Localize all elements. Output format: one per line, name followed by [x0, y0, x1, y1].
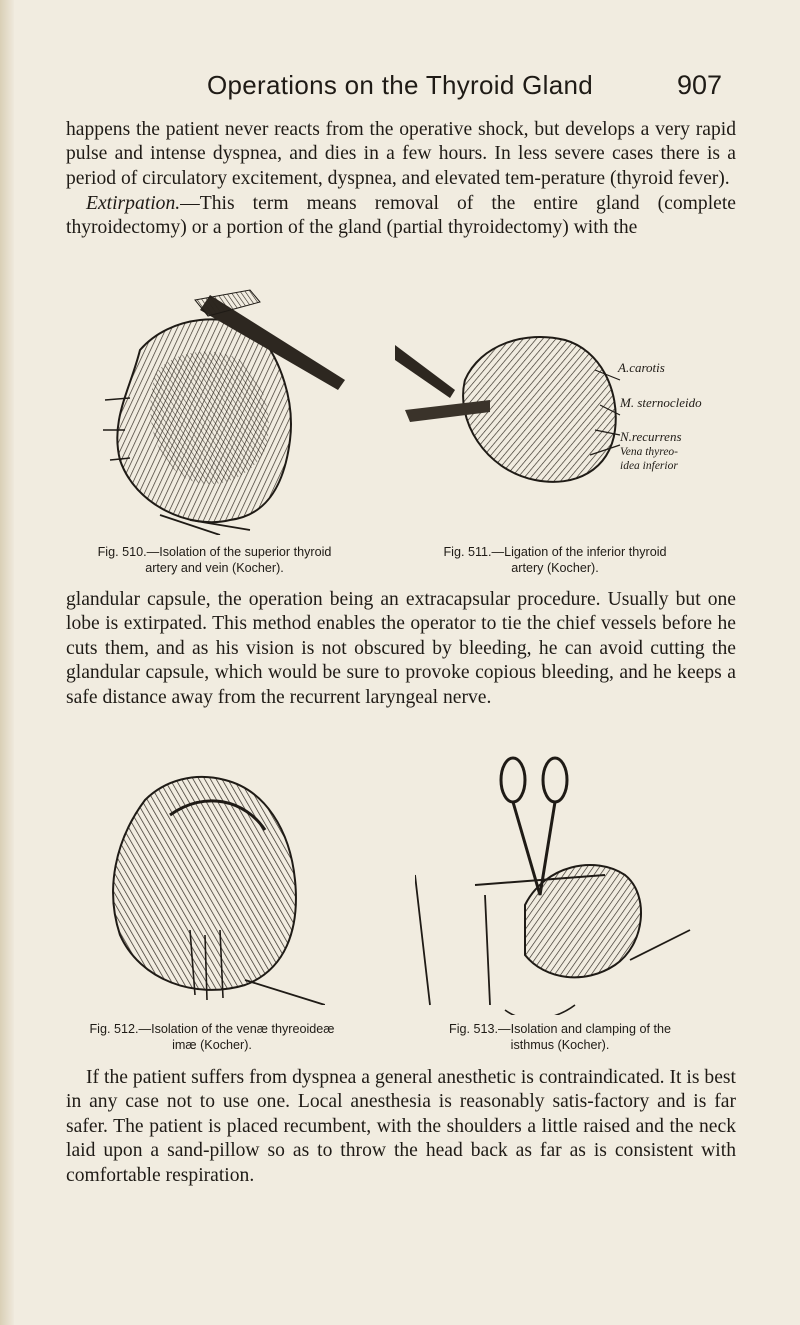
paragraph-4: If the patient suffers from dyspnea a general anesthetic is contraindicated. It is best in any case not to use one. Local anesthesia is reasonably satis-factory and is far safer. The patient is placed recumbent, with the shoulders a little raised and the neck laid upon a sand-pillow so as to throw the head back as far as is consistent with comfortable respiration.: [66, 1067, 736, 1186]
label-a-carotis: A.carotis: [618, 360, 665, 375]
label-vena-thyreoidea-2: idea inferior: [620, 460, 678, 472]
label-n-recurrens: N.recurrens: [620, 429, 682, 444]
paragraph-1: happens the patient never reacts from the operative shock, but develops a very rapid pulse and intense dyspnea, and dies in a few hours. In less severe cases there is a period of circulatory excitement, dyspnea, and elevated tem-perature (thyroid fever).: [66, 119, 736, 189]
figure-511-caption-line1: Fig. 511.—Ligation of the inferior thyroid: [443, 545, 667, 559]
figure-510-illustration: [100, 280, 350, 535]
paragraph-2-heading: Extirpation.: [86, 193, 181, 214]
figure-512-caption: [62, 1021, 362, 1053]
figure-510-caption-line2: artery and vein (Kocher).: [145, 561, 284, 575]
figure-512-caption-line1: Fig. 512.—Isolation of the venæ thyreoideæ: [89, 1022, 335, 1036]
running-head: [0, 70, 800, 110]
paragraph-2-text: —This term means removal of the entire gland (complete thyroidectomy) or a portion of the gland (partial thyroidectomy) with the: [66, 193, 736, 239]
running-head-title: Operations on the Thyroid Gland: [206, 70, 594, 100]
paragraph-3: glandular capsule, the operation being an extracapsular procedure. Usually but one lobe is extirpated. This method enables the operator to tie the chief vessels before he cuts them, and as his vision is not obscured by bleeding, he can avoid cutting the glandular capsule, which would be sure to provoke copious bleeding, and he keeps a safe distance away from the recurrent laryngeal nerve.: [66, 589, 736, 708]
label-vena-thyreoidea-1: Vena thyreo-: [620, 446, 679, 458]
figure-513-caption-line2: isthmus (Kocher).: [510, 1038, 610, 1052]
figure-510-caption-line1: Fig. 510.—Isolation of the superior thyroid: [97, 545, 332, 559]
label-m-sternocleido: M. sternocleido: [620, 395, 702, 410]
paragraph-2: [66, 192, 736, 241]
figure-511-caption: [400, 544, 710, 576]
figure-511-caption-line2: artery (Kocher).: [511, 561, 599, 575]
figure-512-caption-line2: imæ (Kocher).: [172, 1038, 252, 1052]
figure-513-caption-line1: Fig. 513.—Isolation and clamping of the: [449, 1022, 671, 1036]
figure-513-caption: [410, 1021, 710, 1053]
figure-512-illustration: [95, 760, 325, 1005]
figure-513-illustration: [415, 755, 695, 1015]
page-edge-shadow: [0, 0, 14, 1325]
page-number: 907: [676, 70, 722, 100]
figure-510-caption: [62, 544, 367, 576]
